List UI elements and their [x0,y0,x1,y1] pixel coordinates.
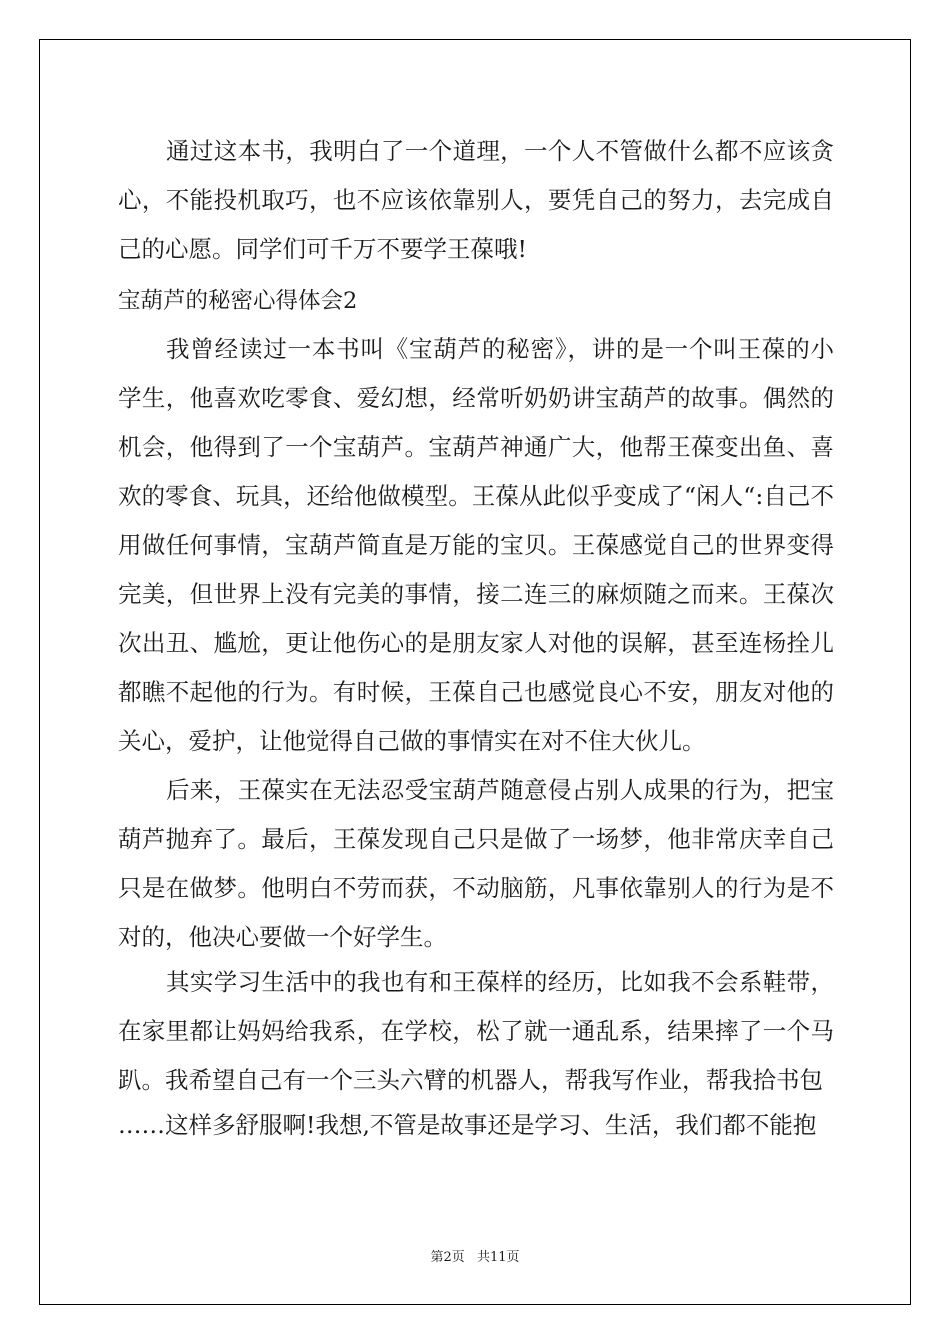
page-footer [0,1246,950,1265]
paragraph-text: 我曾经读过一本书叫《宝葫芦的秘密》，讲的是一个叫王葆的小学生，他喜欢吃零食、爱幻想，经常听奶奶讲宝葫芦的故事。偶然的机会，他得到了一个宝葫芦。宝葫芦神通广大，他帮王葆变出鱼、喜欢的零食、玩具，还给他做模型。王葆从此似乎变成了“闲人“:自己不用做任何事情，宝葫芦简直是万能的宝贝。王葆感觉自己的世界变得完美，但世界上没有完美的事情，接二连三的麻烦随之而来。王葆次次出丑、尴尬，更让他伤心的是朋友家人对他的误解，甚至连杨拴儿都瞧不起他的行为。有时候，王葆自己也感觉良心不安，朋友对他的关心，爱护，让他觉得自己做的事情实在对不住大伙儿。 [118,335,834,755]
paragraph-text: 通过这本书，我明白了一个道理，一个人不管做什么都不应该贪心，不能投机取巧，也不应该依靠别人，要凭自己的努力，去完成自己的心愿。同学们可千万不要学王葆哦! [118,137,834,263]
paragraph-1 [118,127,834,274]
section-heading: 宝葫芦的秘密心得体会2 [118,288,358,314]
paragraph-text: 后来，王葆实在无法忍受宝葫芦随意侵占别人成果的行为，把宝葫芦抛弃了。最后，王葆发现自己只是做了一场梦，他非常庆幸自己只是在做梦。他明白不劳而获，不动脑筋，凡事依靠别人的行为是不对的，他决心要做一个好学生。 [118,776,834,951]
paragraph-3 [118,766,834,962]
page-total: 共11页 [476,1250,520,1265]
paragraph-2 [118,325,834,766]
paragraph-text: ……这样多舒服啊!我想,不管是故事还是学习、生活，我们都不能抱 [118,1111,817,1139]
page-number: 第2页 [430,1250,465,1265]
paragraph-4-continued [118,1101,834,1150]
paragraph-text: 其实学习生活中的我也有和王葆样的经历，比如我不会系鞋带，在家里都让妈妈给我系，在学校，松了就一通乱系，结果摔了一个马趴。我希望自己有一个三头六臂的机器人，帮我写作业，帮我拾书包 [118,968,834,1094]
paragraph-4 [118,958,834,1105]
